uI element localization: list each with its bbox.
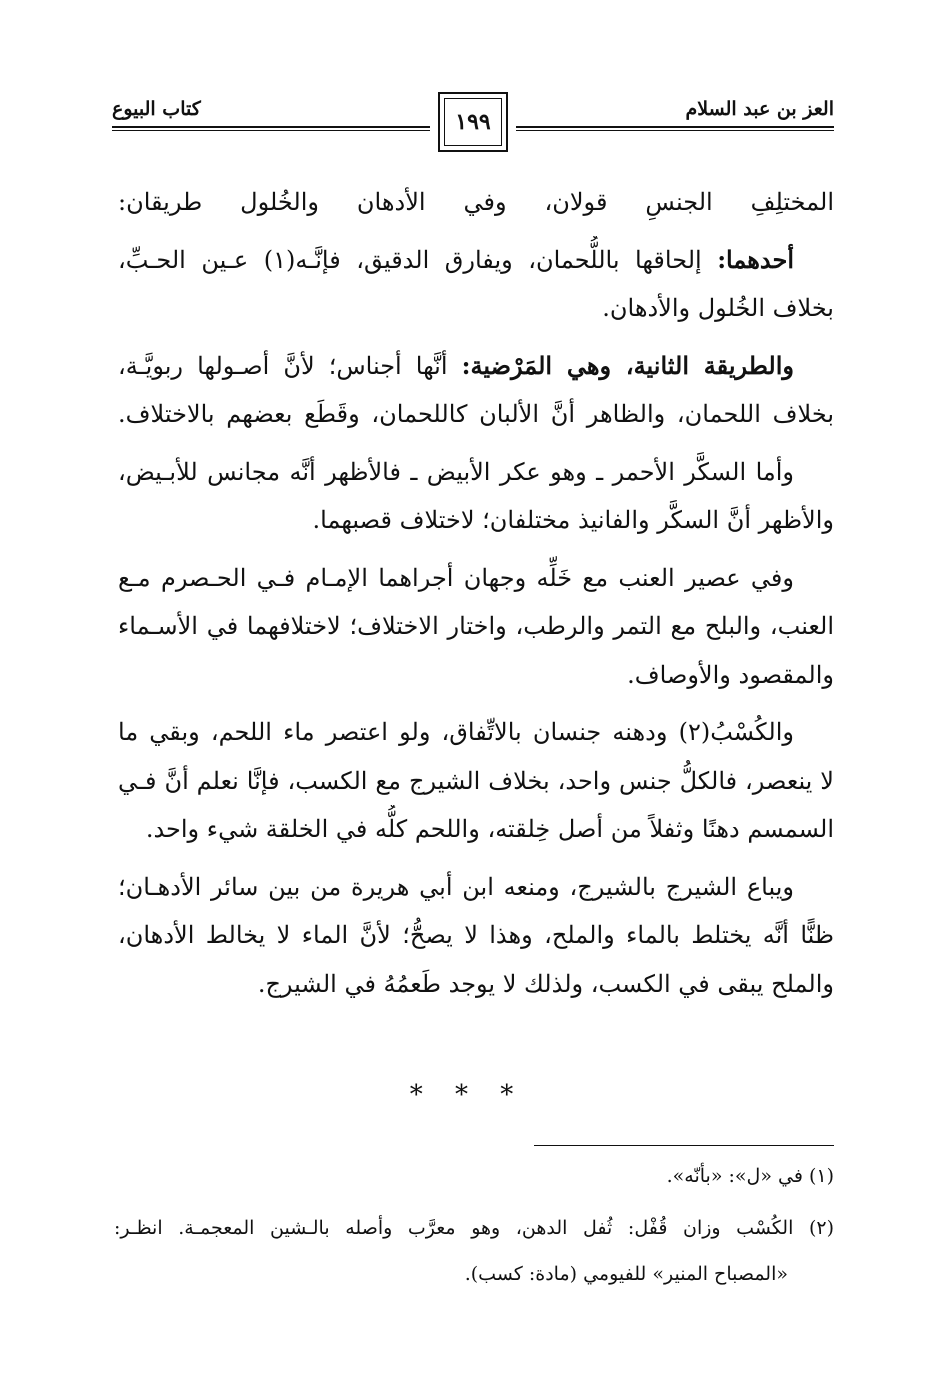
footnote-2: (٢) الكُسْب وزان قُفْل: ثُفل الدهن، وهو معرَّب وأصله بالـشين المعجمـة. انظـر: [114, 1217, 834, 1239]
text-line: والطريقة الثانية، وهي المَرْضية: أنَّها أجناس؛ لأنَّ أصـولها ربويَّـة، [118, 350, 794, 380]
footnote-rule [534, 1145, 834, 1146]
footnote-2-continued: «المصباح المنير» للفيومي (مادة: كسب). [464, 1263, 788, 1285]
text-line: والكُسْبُ(٢) ودهنه جنسان بالاتِّفاق، ولو اعتصر ماء اللحم، وبقي ما [118, 718, 794, 746]
text-line: أحدهما: إلحاقها باللُّحمان، ويفارق الدقيق، فإنَّـه(١) عـين الحـبِّ، [118, 244, 794, 274]
text-line: العنب، والبلح مع التمر والرطب، واختار الاختلاف؛ لاختلافهما في الأسـماء [118, 612, 834, 640]
text-line: وفي عصير العنب مع خَلِّه وجهان أجراهما الإمـام فـي الحـصرم مـع [118, 563, 794, 592]
text-line: والملح يبقى في الكسب، ولذلك لا يوجد طَعمُهُ في الشيرج. [257, 969, 834, 998]
bold-lead: أحدهما: [717, 244, 794, 274]
header-chapter: كتاب البيوع [112, 98, 201, 120]
text-line: والأظهر أنَّ السكَّر والفانيذ مختلفان؛ لاختلاف قصبهما. [312, 506, 834, 534]
text-line: المختلِفِ الجنسِ قولان، وفي الأدهان والخُلول طريقان: [118, 188, 834, 216]
footnote-1: (١) في «ل»: «بأنّه». [666, 1165, 834, 1187]
text-line: وأما السكَّر الأحمر ـ وهو عكر الأبيض ـ فالأظهر أنَّه مجانس للأبـيض، [118, 457, 794, 486]
page-number: ١٩٩ [455, 109, 491, 135]
page-number-box [438, 92, 508, 152]
text-line: السمسم دهنًا وثفلاً من أصل خِلقته، واللحم كلُّه في الخلقة شيء واحد. [145, 815, 834, 843]
running-header [112, 92, 834, 162]
main-text [118, 178, 834, 1008]
text-line: بخلاف الخُلول والأدهان. [602, 294, 834, 322]
text-line: لا ينعصر، فالكلُّ جنس واحد، بخلاف الشيرج مع الكسب، فإنَّا نعلم أنَّ فـي [118, 766, 834, 795]
text-line: بخلاف اللحمان، والظاهر أنَّ الألبان كاللحمان، وقَطَع بعضهم بالاختلاف. [118, 400, 834, 428]
text-line: ويباع الشيرج بالشيرج، ومنعه ابن أبي هريرة من بين سائر الأدهـان؛ [118, 872, 794, 901]
header-rule-right-thin [516, 130, 834, 131]
text-line: والمقصود والأوصاف. [627, 660, 834, 689]
text-line: ظنًّا أنَّه يختلط بالماء والملح، وهذا لا يصحُّ؛ لأنَّ الماء لا يخالط الأدهان، [118, 921, 834, 949]
header-rule-left [112, 126, 430, 128]
header-rule-right [516, 126, 834, 128]
section-separator: * * * [409, 1080, 526, 1110]
header-author: العز بن عبد السلام [685, 98, 834, 120]
bold-lead: والطريقة الثانية، وهي المَرْضية: [461, 350, 794, 380]
header-rule-left-thin [112, 130, 430, 131]
